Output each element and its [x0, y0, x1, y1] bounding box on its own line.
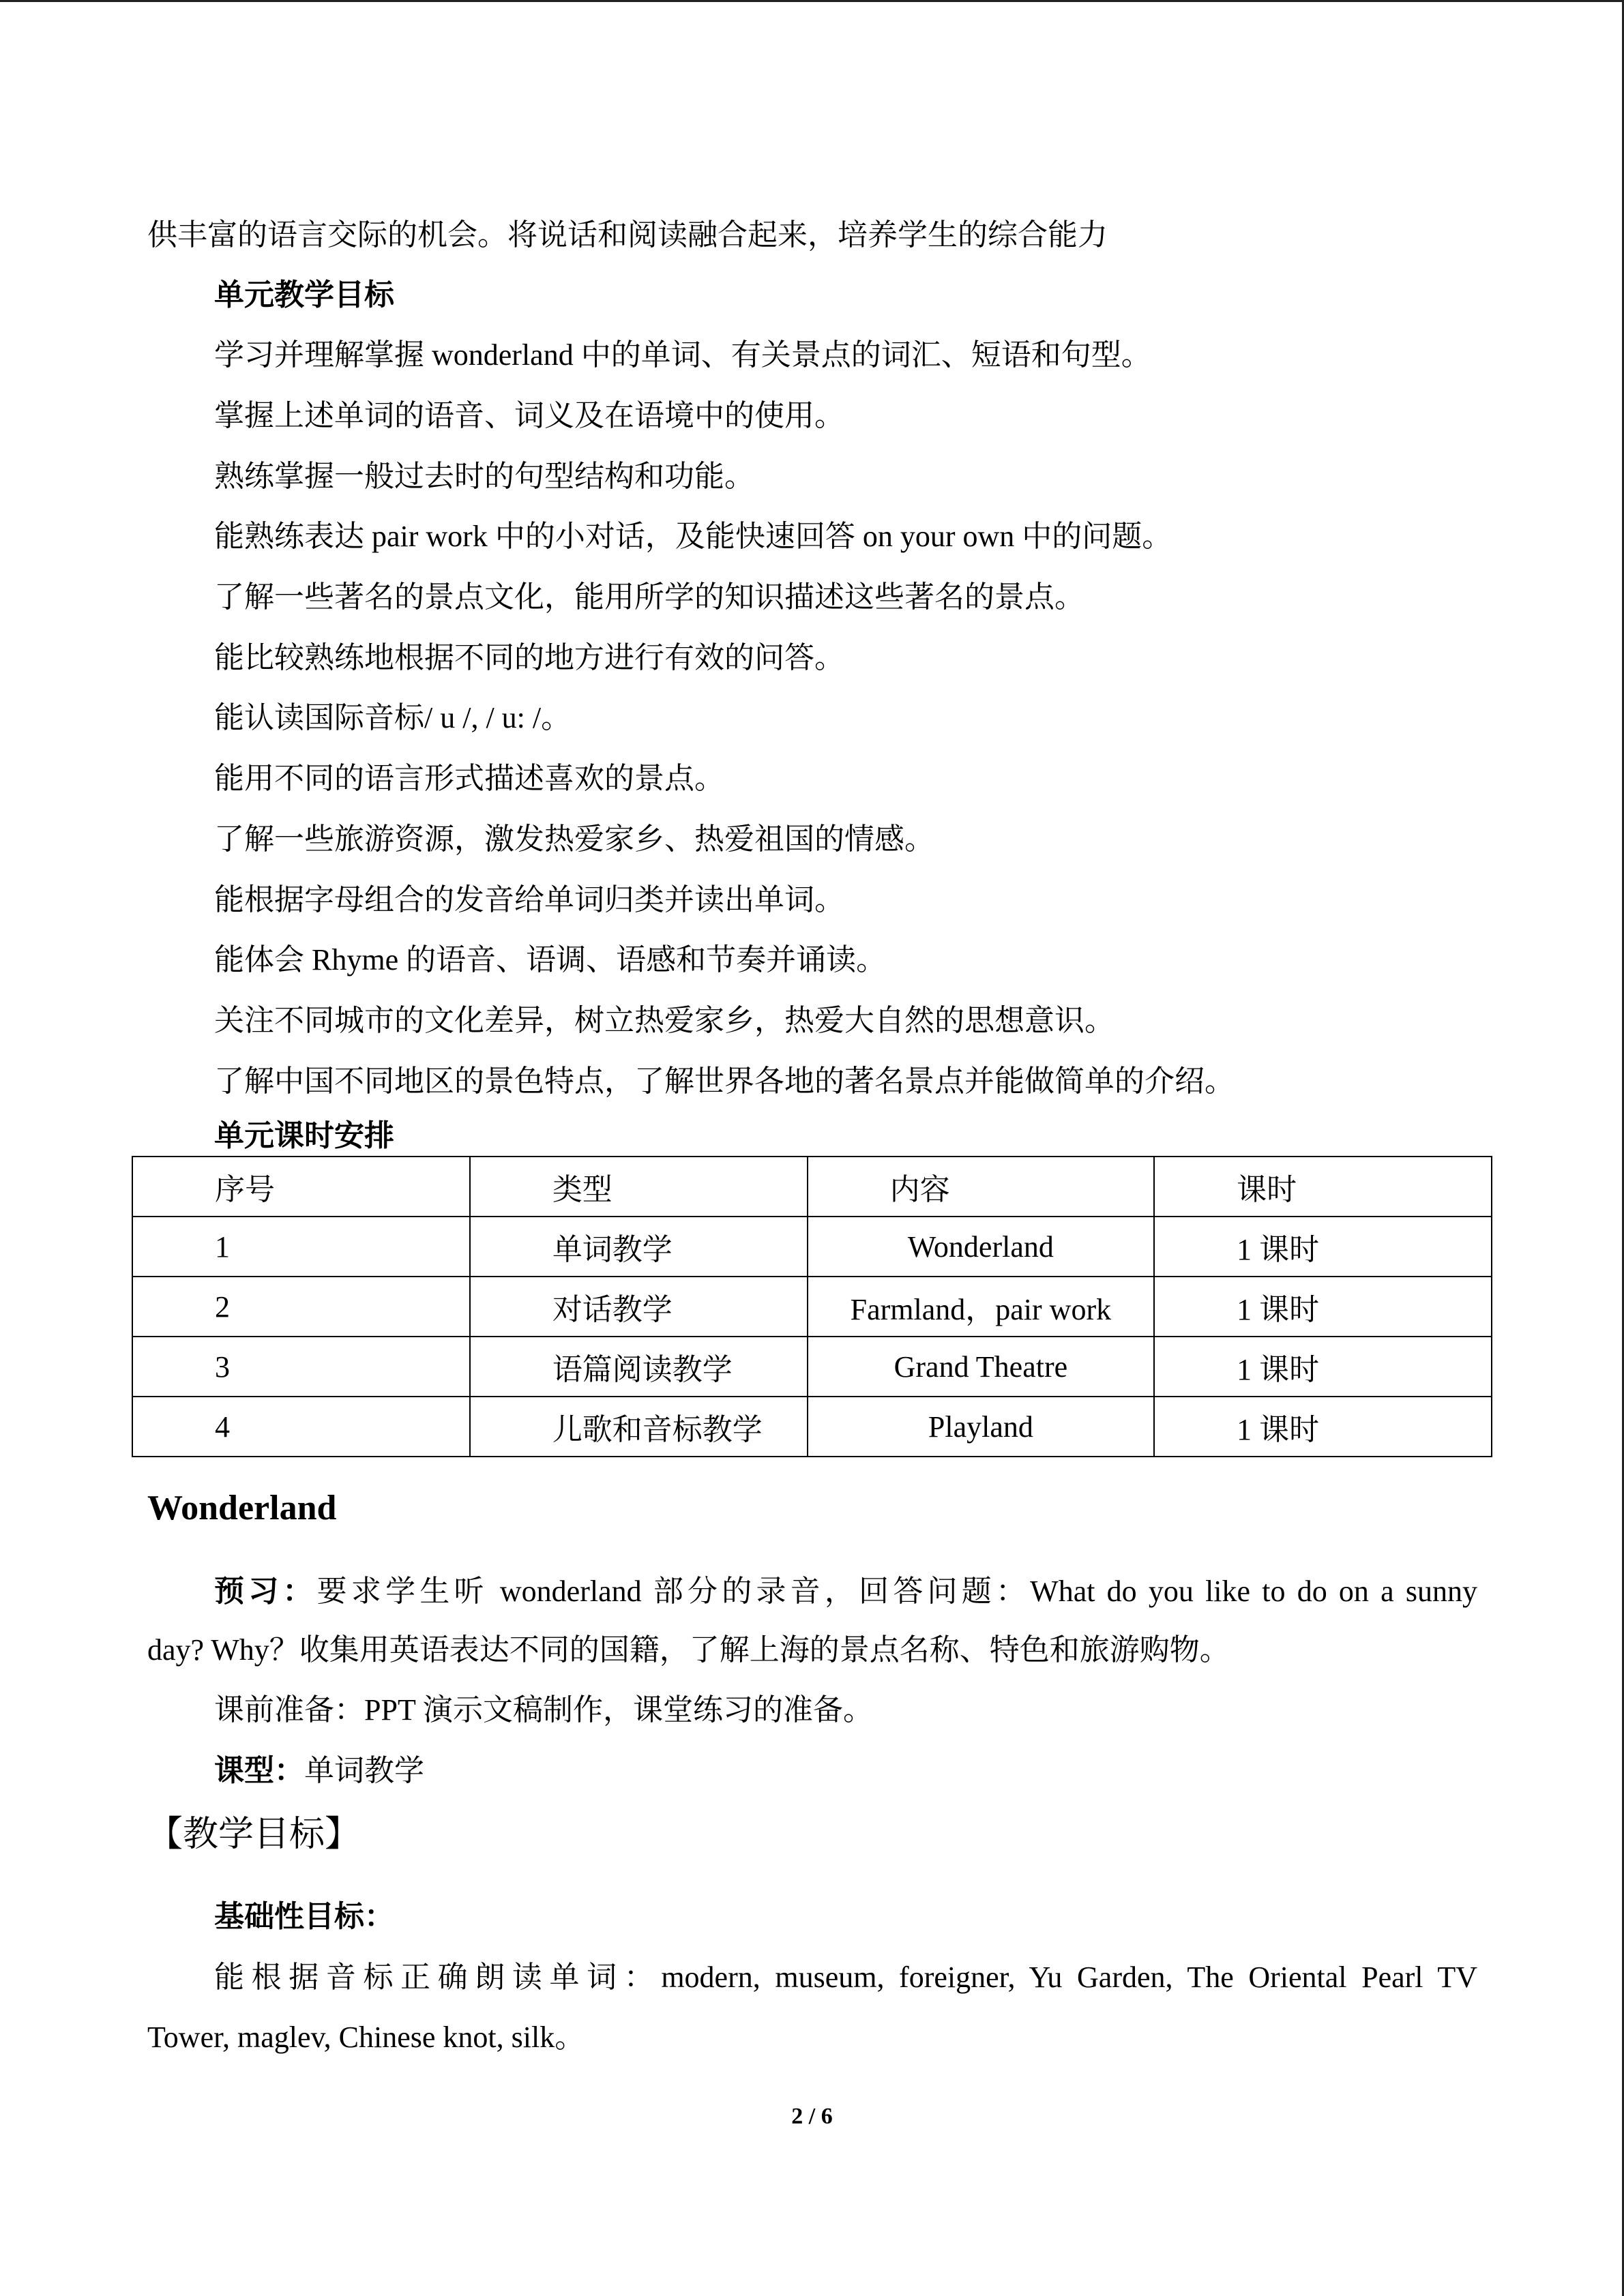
lesson-type-value: 单词教学: [304, 1754, 424, 1787]
table-row: [132, 1217, 1492, 1277]
table-cell: 4: [132, 1397, 470, 1457]
basic-goal-line-1: 能根据音标正确朗读单词：modern, museum, foreigner, Yu Garden, The Oriental Pearl TV: [214, 1960, 1477, 1994]
table-cell: 单词教学: [470, 1217, 808, 1277]
section-title: Wonderland: [147, 1489, 337, 1527]
unit-goal-item: 了解中国不同地区的景色特点，了解世界各地的著名景点并能做简单的介绍。: [214, 1064, 1235, 1098]
unit-goal-item: 掌握上述单词的语音、词义及在语境中的使用。: [214, 399, 844, 432]
table-cell: Farmland，pair work: [808, 1277, 1155, 1337]
table-row: [132, 1277, 1492, 1337]
lesson-type-line: [214, 1750, 424, 1791]
unit-goal-item: 能熟练表达 pair work 中的小对话，及能快速回答 on your own 中的问题。: [214, 520, 1172, 553]
lesson-type-label: 课型：: [214, 1754, 304, 1787]
table-cell: 对话教学: [470, 1277, 808, 1337]
schedule-heading: 单元课时安排: [214, 1119, 394, 1152]
unit-goal-item: 能认读国际音标/ u /, / u: /。: [214, 701, 572, 734]
unit-goal-item: 能用不同的语言形式描述喜欢的景点。: [214, 762, 724, 795]
page-number: 2 / 6: [791, 2104, 833, 2129]
schedule-table: [132, 1156, 1492, 1457]
preview-line-2: day? Why？收集用英语表达不同的国籍，了解上海的景点名称、特色和旅游购物。: [147, 1633, 1230, 1667]
table-cell: 1 课时: [1154, 1397, 1492, 1457]
table-cell: Wonderland: [808, 1217, 1155, 1277]
preview-label: 预习：: [214, 1575, 317, 1608]
unit-goal-item: 了解一些著名的景点文化，能用所学的知识描述这些著名的景点。: [214, 580, 1084, 614]
table-cell: 1 课时: [1154, 1217, 1492, 1277]
table-header-cell: 课时: [1154, 1157, 1492, 1217]
unit-goal-item: 了解一些旅游资源，激发热爱家乡、热爱祖国的情感。: [214, 822, 934, 856]
table-header-cell: 类型: [470, 1157, 808, 1217]
unit-goal-item: 能比较熟练地根据不同的地方进行有效的问答。: [214, 641, 844, 674]
unit-goal-item: 熟练掌握一般过去时的句型结构和功能。: [214, 460, 754, 493]
table-cell: 1 课时: [1154, 1277, 1492, 1337]
unit-goals-heading: 单元教学目标: [214, 278, 394, 312]
basic-goal-label: 基础性目标：: [214, 1900, 394, 1933]
table-header-cell: 内容: [808, 1157, 1155, 1217]
table-cell: 语篇阅读教学: [470, 1337, 808, 1397]
table-cell: Grand Theatre: [808, 1337, 1155, 1397]
table-cell: 1 课时: [1154, 1337, 1492, 1397]
basic-goal-line-2: Tower, maglev, Chinese knot, silk。: [147, 2021, 585, 2054]
table-row: [132, 1337, 1492, 1397]
table-cell: Playland: [808, 1397, 1155, 1457]
table-cell: 3: [132, 1337, 470, 1397]
table-header-cell: 序号: [132, 1157, 470, 1217]
unit-goal-item: 能体会 Rhyme 的语音、语调、语感和节奏并诵读。: [214, 943, 887, 976]
table-row: [132, 1397, 1492, 1457]
preparation-line: 课前准备：PPT 演示文稿制作，课堂练习的准备。: [214, 1693, 874, 1727]
unit-goal-item: 能根据字母组合的发音给单词归类并读出单词。: [214, 883, 844, 916]
table-header-row: [132, 1157, 1492, 1217]
unit-goal-item: 关注不同城市的文化差异，树立热爱家乡，热爱大自然的思想意识。: [214, 1004, 1114, 1037]
preview-line-1: [214, 1571, 1477, 1612]
page-border-top: [0, 0, 1624, 2]
preview-text-1: 要求学生听 wonderland 部分的录音，回答问题：What do you like to do on a sunny: [316, 1575, 1477, 1608]
table-cell: 儿歌和音标教学: [470, 1397, 808, 1457]
table-cell: 2: [132, 1277, 470, 1337]
intro-line: 供丰富的语言交际的机会。将说话和阅读融合起来，培养学生的综合能力: [147, 218, 1108, 252]
unit-goal-item: 学习并理解掌握 wonderland 中的单词、有关景点的词汇、短语和句型。: [214, 338, 1151, 372]
table-cell: 1: [132, 1217, 470, 1277]
teaching-goals-heading: 【教学目标】: [147, 1814, 361, 1855]
